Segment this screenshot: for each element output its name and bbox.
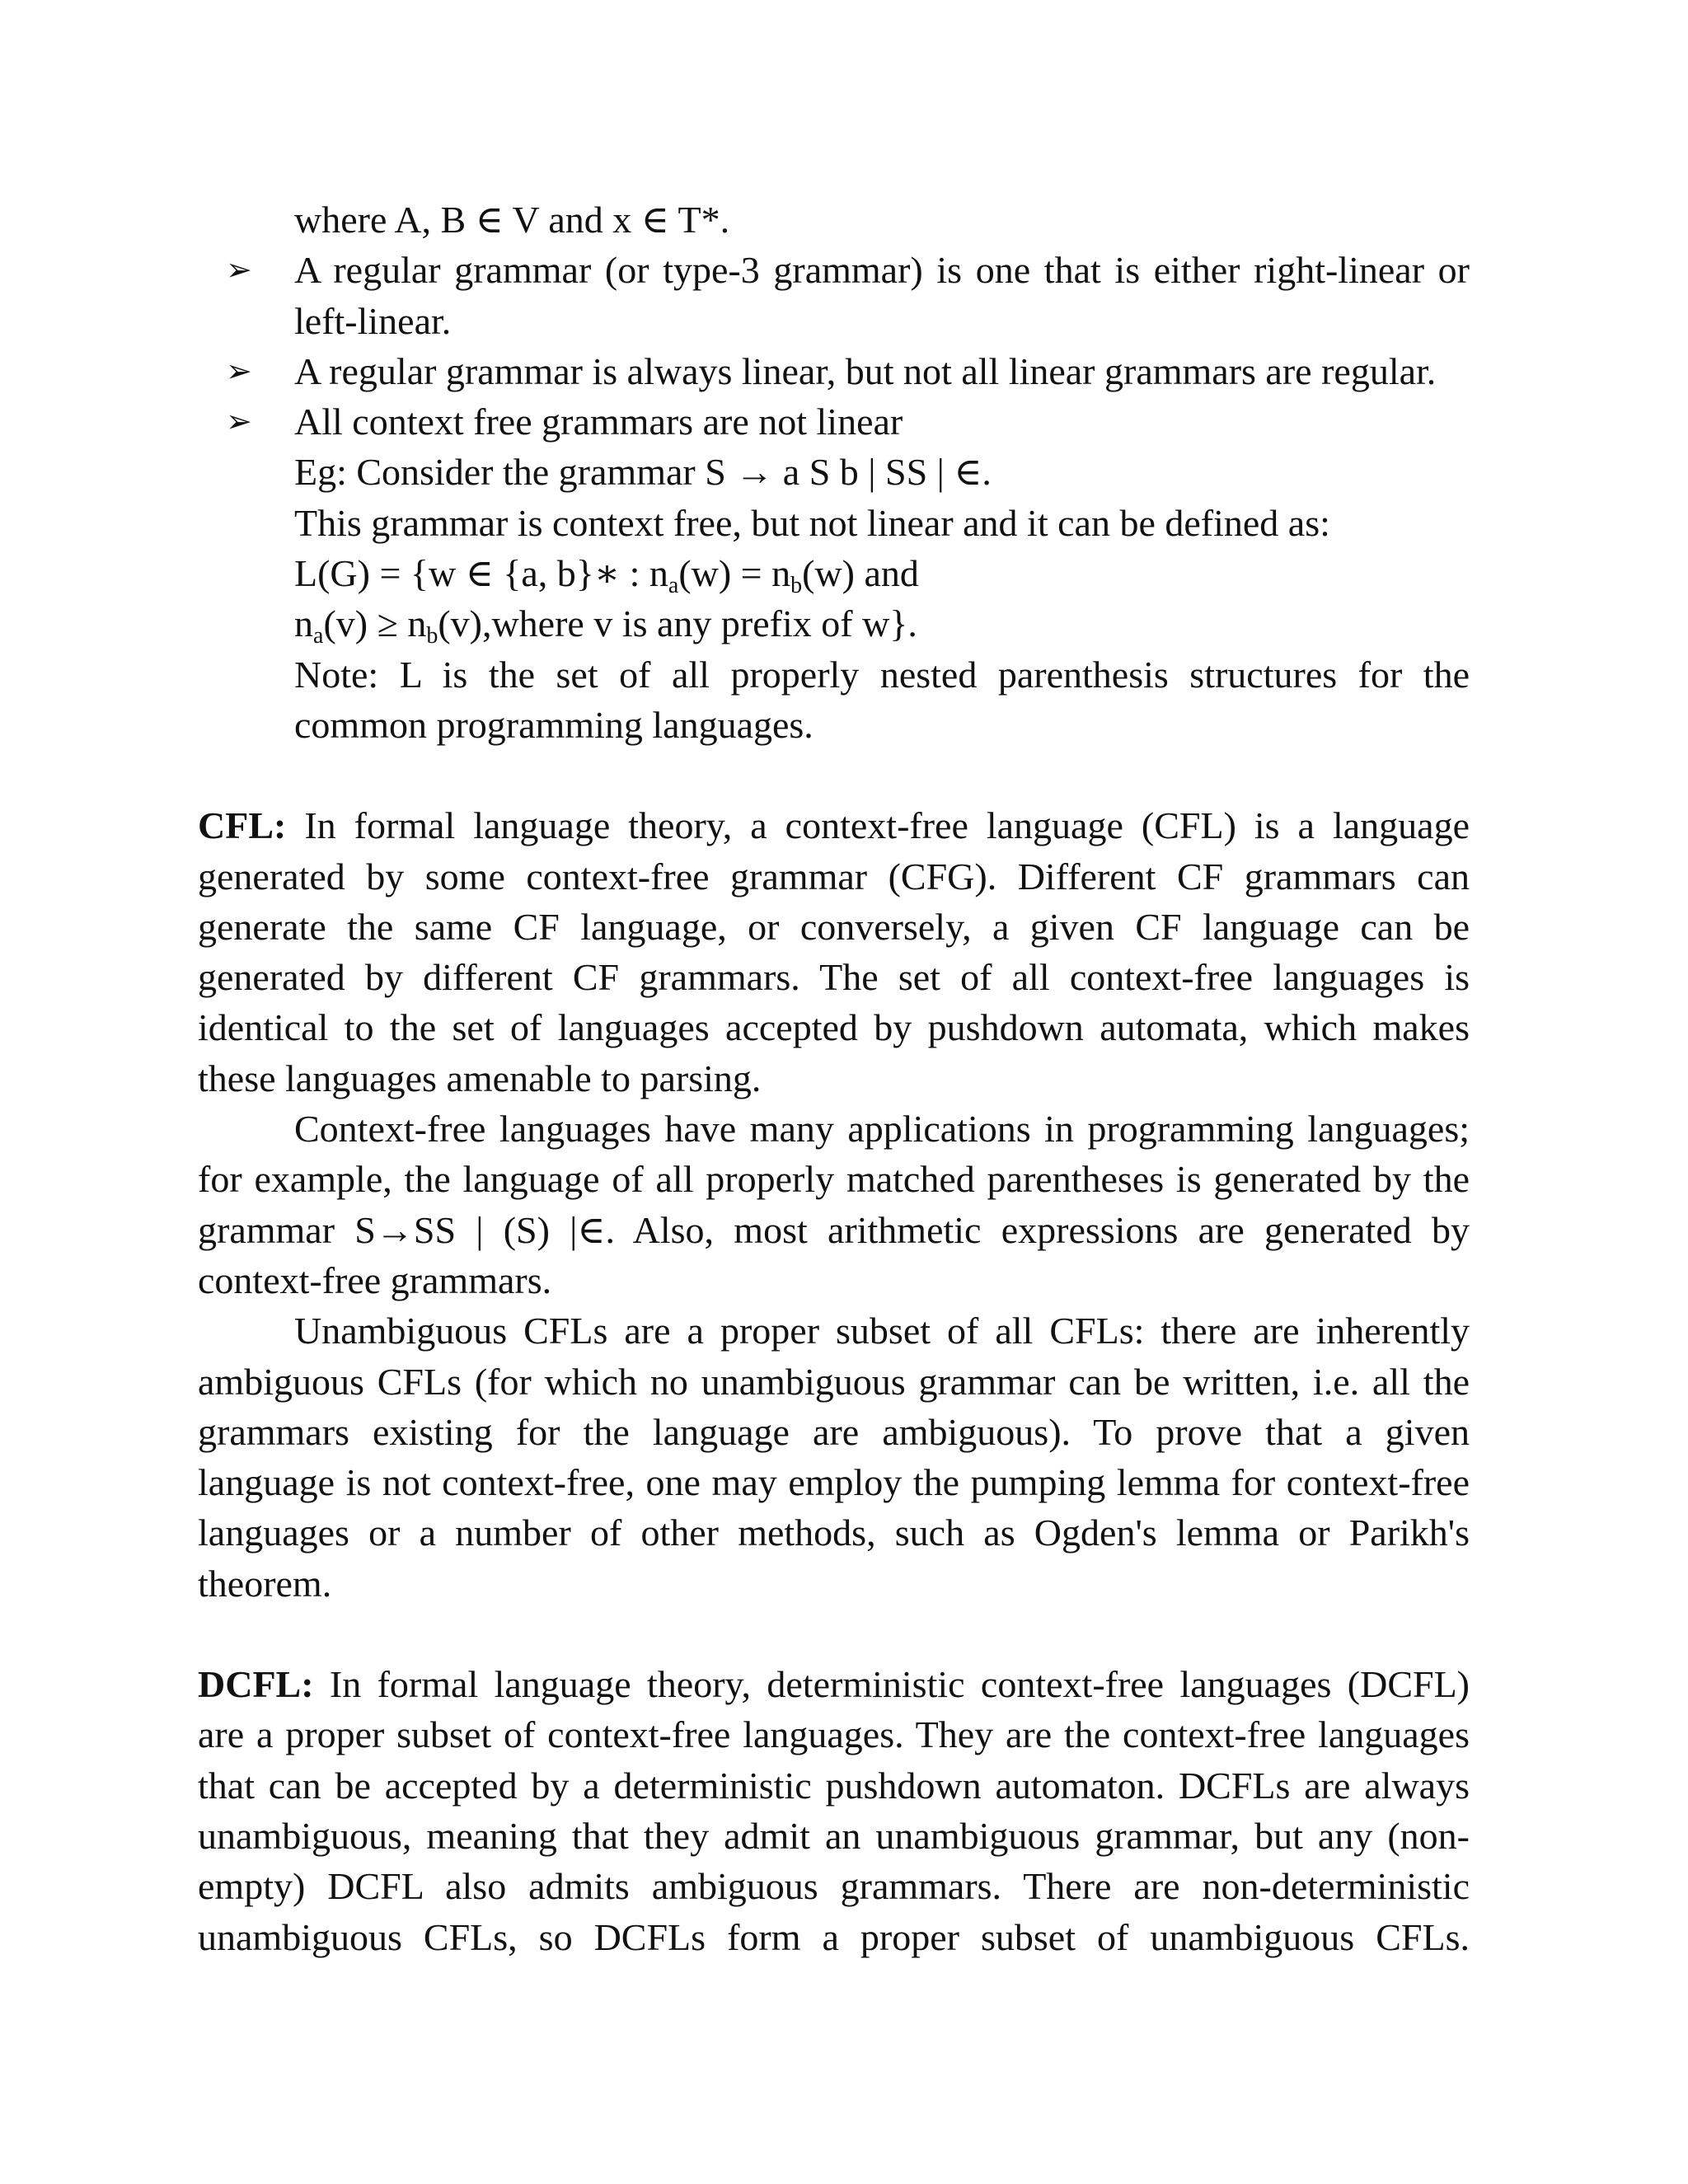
formula-part: L(G) = {w ∈ {a, b}∗ : n	[294, 552, 668, 595]
dcfl-paragraph-line	[198, 1861, 1470, 1911]
formula-part: (v) ≥ n	[323, 602, 427, 645]
bullet-text: All context free grammars are not linear	[294, 401, 903, 443]
dcfl-paragraph-line	[198, 1912, 1470, 1962]
subscript: b	[790, 573, 803, 599]
bullet-item-cfg-not-linear	[198, 396, 1470, 447]
dcfl-heading: DCFL:	[198, 1663, 314, 1706]
example-line	[198, 447, 1470, 497]
bullet-item-regular-grammar	[198, 245, 1470, 295]
bullet-continuation	[198, 296, 1470, 346]
bullet-text: A regular grammar is always linear, but not all linear grammars are regular.	[294, 349, 1437, 392]
subscript: a	[313, 623, 324, 649]
document-page	[198, 194, 1470, 1962]
dcfl-paragraph-line	[198, 1760, 1470, 1811]
where-text: where A, B ∈ V and x ∈ T*.	[294, 199, 730, 241]
cfl-paragraph-line	[198, 952, 1470, 1002]
paragraph-text: empty) DCFL also admits ambiguous grammars. There are non-deterministic	[198, 1865, 1470, 1908]
bullet-text: A regular grammar (or type-3 grammar) is one that is either right-linear or	[294, 249, 1470, 292]
description-text: This grammar is context free, but not linear and it can be defined as:	[294, 501, 1330, 544]
cfl-paragraph-line	[198, 1002, 1470, 1052]
paragraph-text: for example, the language of all properly matched parentheses is generated by the	[198, 1158, 1470, 1201]
language-definition-line2	[198, 598, 1470, 649]
cfl-paragraph-line	[198, 800, 1470, 851]
section-gap	[198, 1609, 1470, 1659]
cfl-paragraph-line	[198, 1558, 1470, 1609]
paragraph-text: language is not context-free, one may employ the pumping lemma for context-free	[198, 1461, 1470, 1504]
paragraph-text: grammars existing for the language are ambiguous). To prove that a given	[198, 1410, 1470, 1453]
paragraph-text: these languages amenable to parsing.	[198, 1057, 762, 1099]
bullet-text: left-linear.	[294, 299, 452, 342]
note-line1	[198, 649, 1470, 700]
bullet-item-regular-linear	[198, 346, 1470, 396]
formula-part: (w) = n	[678, 552, 791, 595]
cfl-paragraph-line	[198, 1407, 1470, 1457]
cfl-paragraph-line	[198, 1154, 1470, 1204]
cfl-paragraph-line	[198, 902, 1470, 952]
paragraph-text: theorem.	[198, 1562, 332, 1605]
paragraph-text: context-free grammars.	[198, 1258, 552, 1301]
paragraph-text: unambiguous CFLs, so DCFLs form a proper subset of unambiguous CFLs.	[198, 1915, 1470, 1958]
paragraph-text: languages or a number of other methods, such as Ogden's lemma or Parikh's	[198, 1511, 1470, 1554]
note-text: Note: L is the set of all properly nested parenthesis structures for the	[294, 653, 1470, 696]
paragraph-text: generated by different CF grammars. The set of all context-free languages is	[198, 956, 1470, 999]
formula-part: (w) and	[802, 552, 919, 595]
cfl-paragraph-line	[198, 1357, 1470, 1407]
formula-part: (v),where v is any prefix of w}.	[438, 602, 917, 645]
subscript: a	[668, 573, 679, 599]
subscript: b	[426, 623, 438, 649]
bullet-arrow-icon: ➢	[226, 251, 252, 288]
dcfl-paragraph-line	[198, 1709, 1470, 1760]
paragraph-text: Context-free languages have many applications in programming languages;	[294, 1108, 1470, 1151]
cfl-paragraph-line	[198, 1104, 1470, 1154]
formula-part: n	[294, 602, 313, 645]
grammar-description	[198, 498, 1470, 548]
cfl-paragraph-line	[198, 1507, 1470, 1558]
bullet-arrow-icon: ➢	[226, 403, 252, 440]
paragraph-text: identical to the set of languages accepted by pushdown automata, which makes	[198, 1006, 1470, 1049]
paragraph-text: generate the same CF language, or conversely, a given CF language can be	[198, 905, 1470, 948]
dcfl-paragraph-line	[198, 1811, 1470, 1861]
section-gap	[198, 750, 1470, 800]
paragraph-text: grammar S→SS | (S) |∈. Also, most arithmetic expressions are generated by	[198, 1208, 1470, 1251]
cfl-paragraph-line	[198, 1305, 1470, 1356]
paragraph-text: ambiguous CFLs (for which no unambiguous grammar can be written, i.e. all the	[198, 1360, 1470, 1403]
paragraph-text: Unambiguous CFLs are a proper subset of all CFLs: there are inherently	[294, 1310, 1470, 1352]
cfl-paragraph-line	[198, 1053, 1470, 1104]
cfl-paragraph-line	[198, 1205, 1470, 1255]
bullet-arrow-icon: ➢	[226, 352, 252, 389]
cfl-paragraph-line	[198, 1255, 1470, 1305]
note-line2	[198, 700, 1470, 750]
cfl-paragraph-line	[198, 1457, 1470, 1507]
paragraph-text: In formal language theory, deterministic context-free languages (DCFL)	[313, 1663, 1470, 1706]
paragraph-text: unambiguous, meaning that they admit an unambiguous grammar, but any (non-	[198, 1814, 1470, 1857]
example-text: Eg: Consider the grammar S → a S b | SS | ∈.	[294, 451, 992, 494]
dcfl-paragraph-line	[198, 1659, 1470, 1709]
paragraph-text: that can be accepted by a deterministic pushdown automaton. DCFLs are always	[198, 1764, 1470, 1807]
where-line	[198, 194, 1470, 245]
paragraph-text: generated by some context-free grammar (CFG). Different CF grammars can	[198, 855, 1470, 898]
cfl-heading: CFL:	[198, 804, 287, 847]
cfl-paragraph-line	[198, 851, 1470, 902]
paragraph-text: are a proper subset of context-free languages. They are the context-free languages	[198, 1713, 1470, 1756]
note-text: common programming languages.	[294, 703, 814, 746]
language-definition-line1	[198, 548, 1470, 598]
paragraph-text: In formal language theory, a context-free language (CFL) is a language	[286, 804, 1470, 847]
